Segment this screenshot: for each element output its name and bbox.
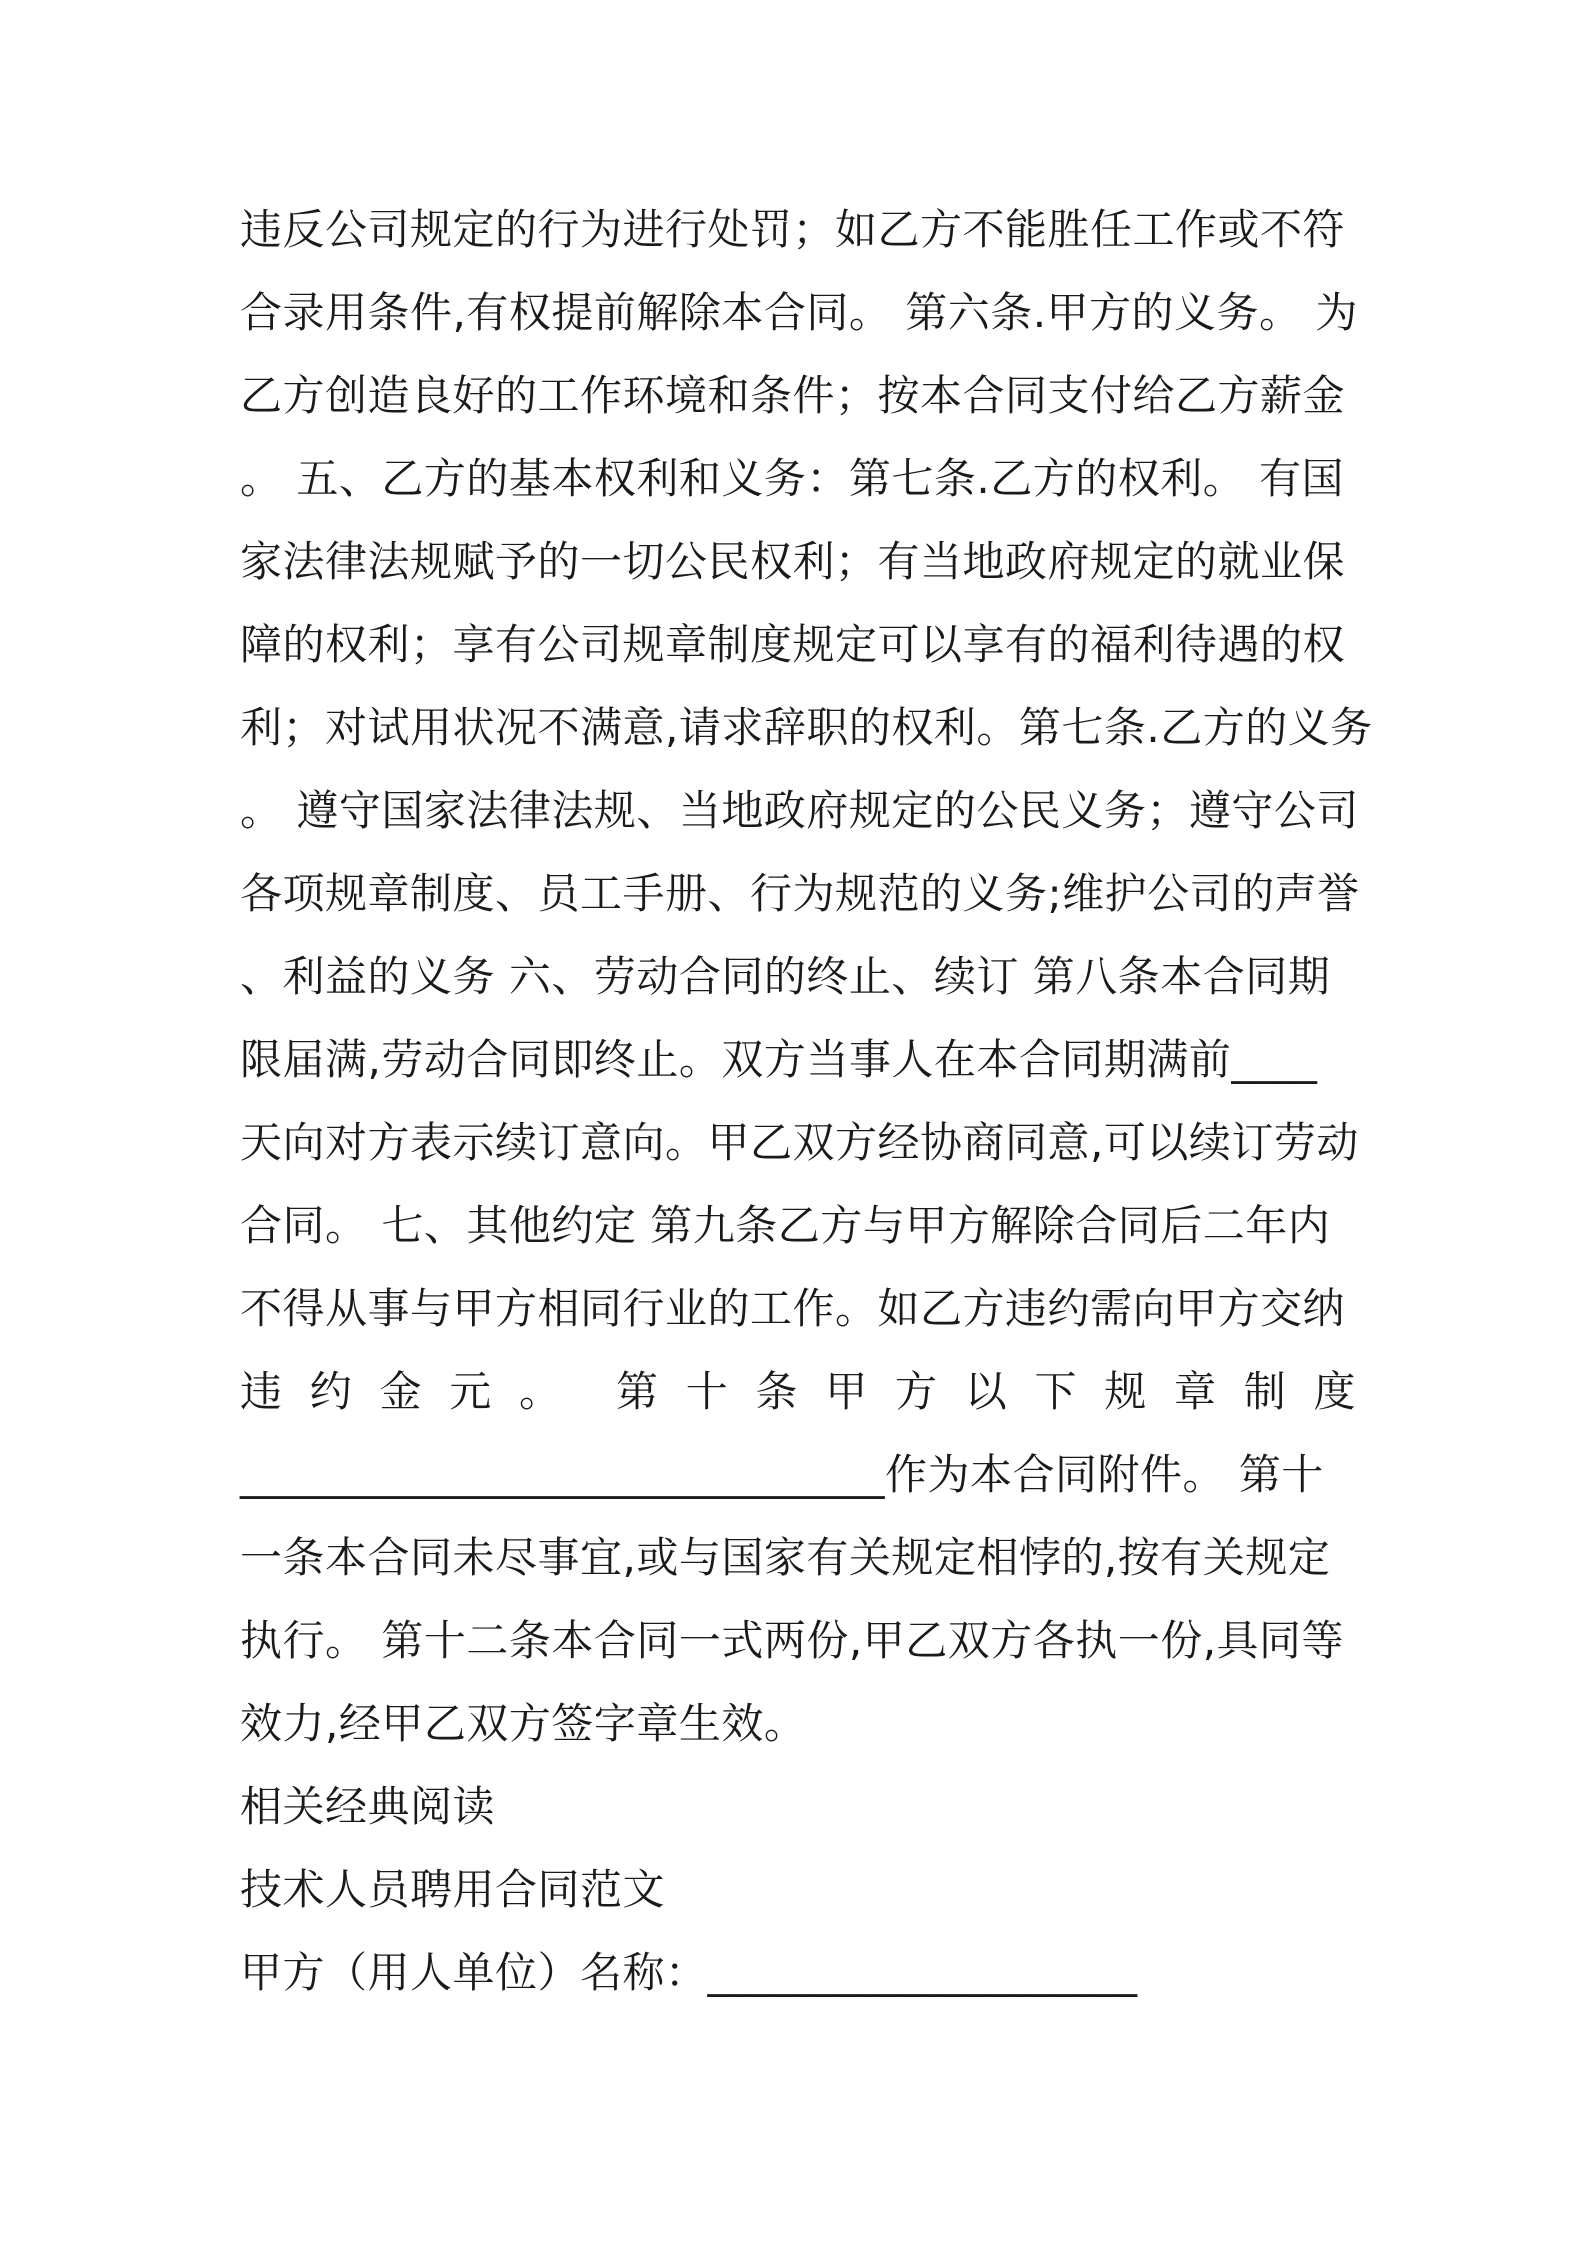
text-line: ______________________________作为本合同附件。 第十 <box>240 1450 1324 1499</box>
text-line: 合同。 七、其他约定 第九条乙方与甲方解除合同后二年内 <box>240 1201 1331 1250</box>
related-reading-heading: 相关经典阅读 <box>240 1782 496 1831</box>
spaced-char: 。 <box>519 1367 562 1416</box>
party-a-name-field: 甲方（用人单位）名称：____________________ <box>240 1948 1138 1997</box>
text-line: 利；对试用状况不满意,请求辞职的权利。第七条.乙方的义务 <box>240 703 1373 752</box>
text-line: 天向对方表示续订意向。甲乙双方经协商同意,可以续订劳动 <box>240 1118 1359 1167</box>
text-line: 。 遵守国家法律法规、当地政府规定的公民义务；遵守公司 <box>240 786 1359 835</box>
spaced-char: 条 <box>755 1367 798 1416</box>
spaced-char: 方 <box>894 1367 938 1416</box>
spaced-char: 第 <box>615 1367 659 1416</box>
spaced-char: 度 <box>1313 1367 1356 1416</box>
spaced-text-line <box>240 1350 1356 1433</box>
spaced-char: 甲 <box>825 1367 868 1416</box>
spaced-char: 以 <box>964 1367 1008 1416</box>
text-line: 家法律法规赋予的一切公民权利；有当地政府规定的就业保 <box>240 537 1346 586</box>
text-line: 一条本合同未尽事宜,或与国家有关规定相悖的,按有关规定 <box>240 1533 1331 1582</box>
spaced-char: 规 <box>1104 1367 1147 1416</box>
text-line: 乙方创造良好的工作环境和条件；按本合同支付给乙方薪金 <box>240 371 1346 420</box>
spaced-char: 金 <box>379 1367 423 1416</box>
spaced-char: 章 <box>1173 1367 1217 1416</box>
spaced-char: 约 <box>309 1367 353 1416</box>
text-line: 合录用条件,有权提前解除本合同。 第六条.甲方的义务。 为 <box>240 288 1358 337</box>
contract-body-text <box>240 188 1373 2014</box>
text-line: 不得从事与甲方相同行业的工作。如乙方违约需向甲方交纳 <box>240 1284 1346 1333</box>
text-line: 。 五、乙方的基本权利和义务：第七条.乙方的权利。 有国 <box>240 454 1345 503</box>
text-line: 障的权利；享有公司规章制度规定可以享有的福利待遇的权 <box>240 620 1346 669</box>
text-line: 违反公司规定的行为进行处罚；如乙方不能胜任工作或不符 <box>240 205 1346 254</box>
text-line: 各项规章制度、员工手册、行为规范的义务;维护公司的声誉 <box>240 869 1360 918</box>
text-line: 、利益的义务 六、劳动合同的终止、续订 第八条本合同期 <box>240 952 1331 1001</box>
text-line: 限届满,劳动合同即终止。双方当事人在本合同期满前____ <box>240 1035 1318 1084</box>
spaced-char: 制 <box>1243 1367 1287 1416</box>
text-line: 执行。 第十二条本合同一式两份,甲乙双方各执一份,具同等 <box>240 1616 1345 1665</box>
spaced-char: 十 <box>685 1367 729 1416</box>
spaced-char: 元 <box>449 1367 492 1416</box>
spaced-char: 下 <box>1034 1367 1077 1416</box>
spaced-char: 违 <box>240 1367 283 1416</box>
article-title: 技术人员聘用合同范文 <box>240 1865 666 1914</box>
text-line: 效力,经甲乙双方签字章生效。 <box>240 1699 807 1748</box>
